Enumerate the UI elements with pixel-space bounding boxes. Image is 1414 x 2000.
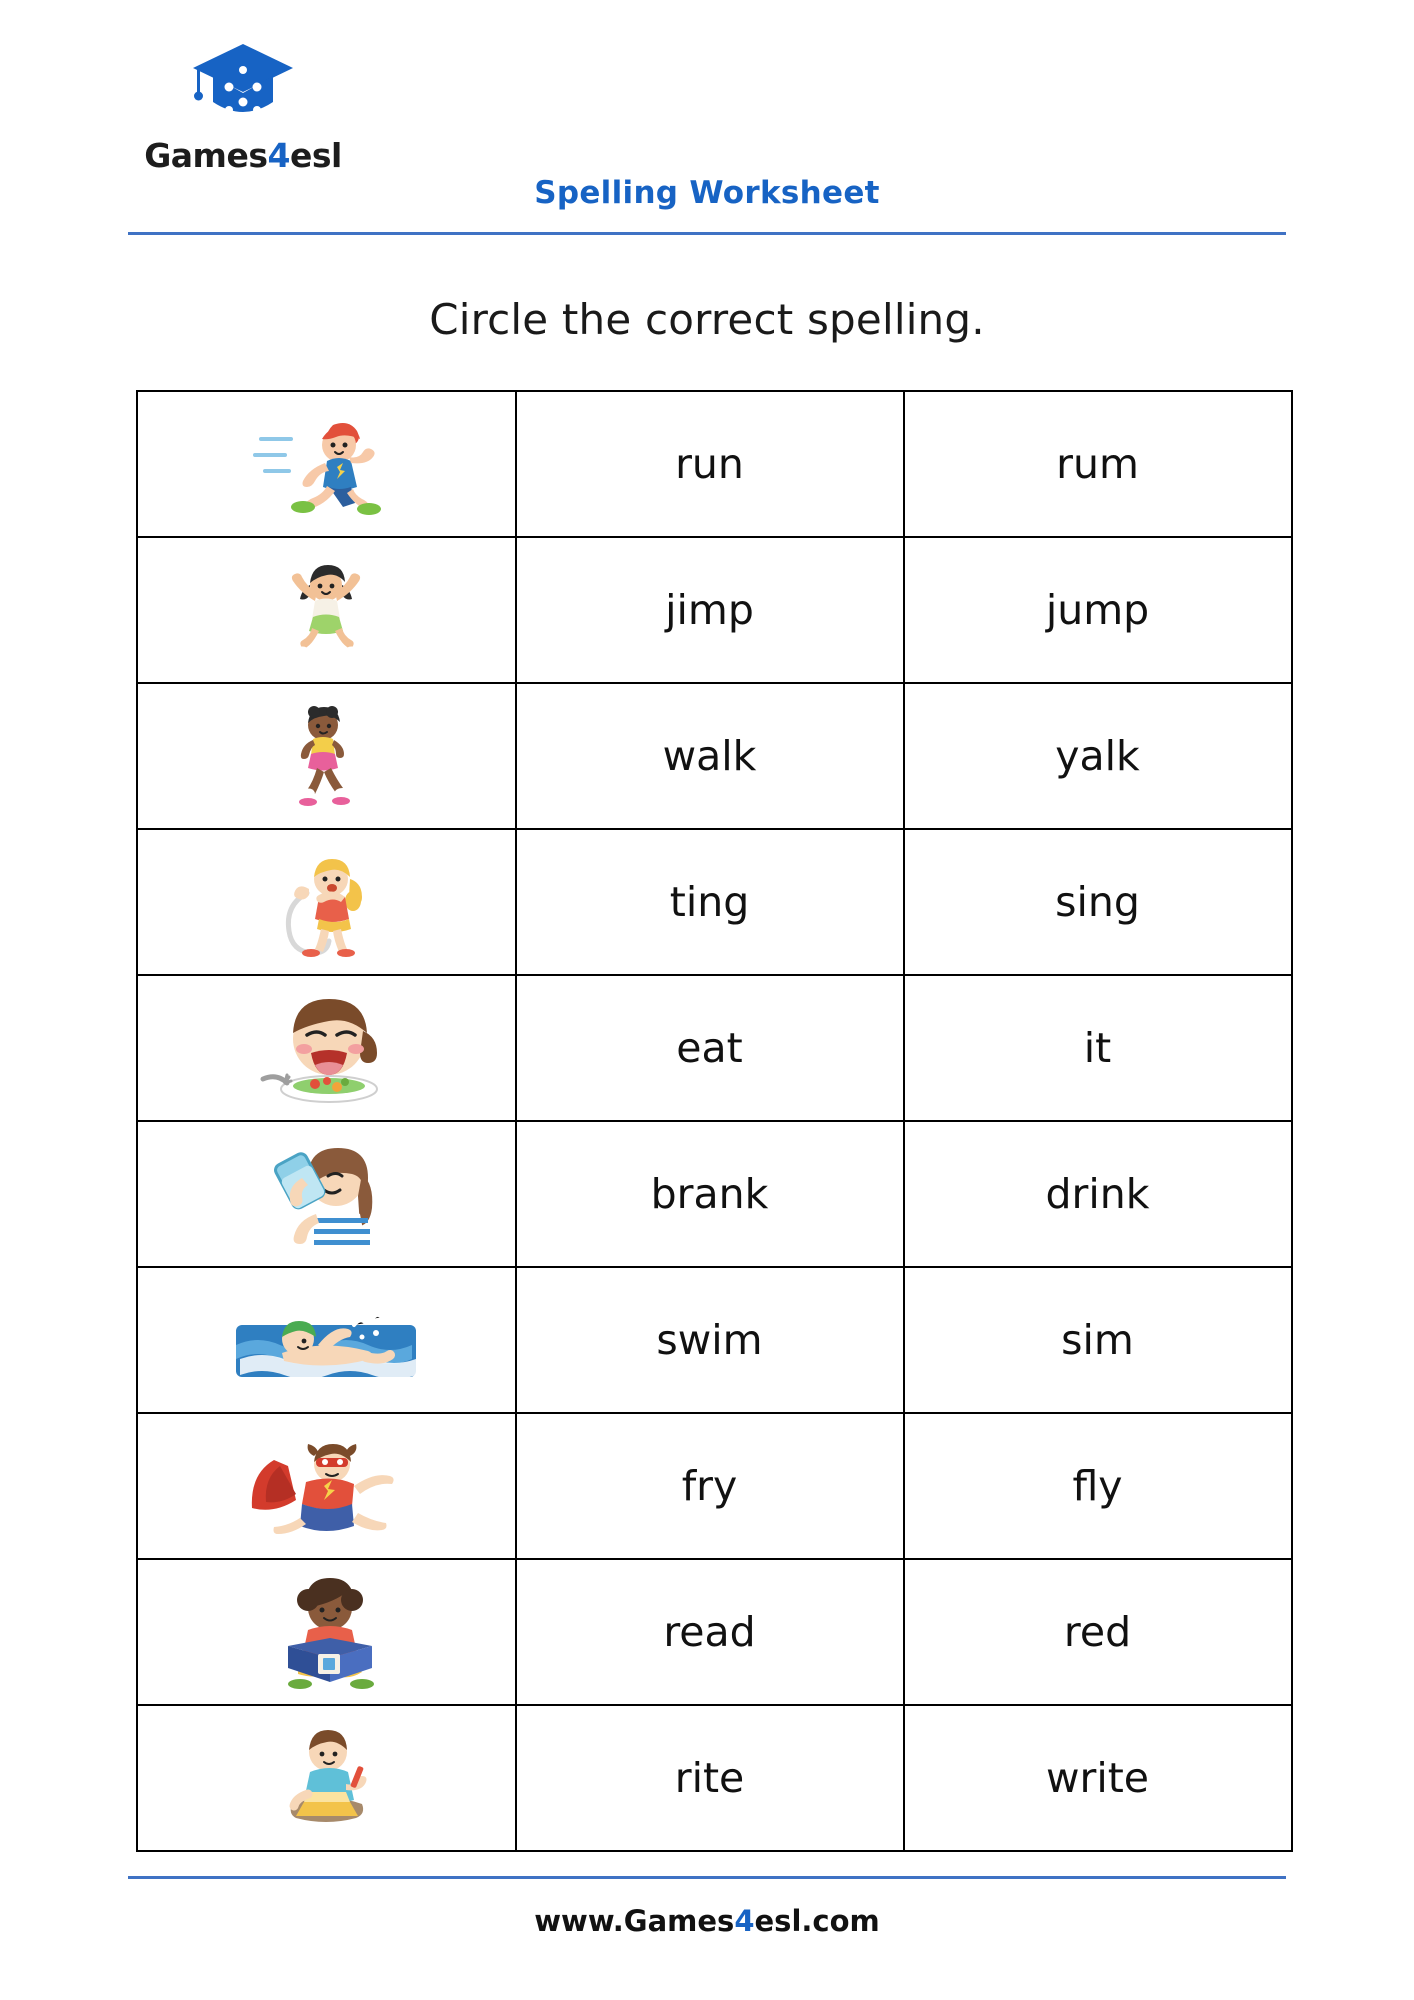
girl-singing-icon bbox=[139, 831, 514, 973]
footer-url-part1: www.Games bbox=[534, 1904, 735, 1938]
picture-cell bbox=[137, 1267, 516, 1413]
option-b-cell[interactable]: yalk bbox=[904, 683, 1292, 829]
option-a-cell[interactable]: read bbox=[516, 1559, 904, 1705]
footer-url-part2: esl.com bbox=[754, 1904, 880, 1938]
option-a-cell[interactable]: jimp bbox=[516, 537, 904, 683]
option-b-cell[interactable]: fly bbox=[904, 1413, 1292, 1559]
table-row bbox=[137, 829, 1292, 975]
table-row bbox=[137, 975, 1292, 1121]
worksheet-table-container bbox=[136, 390, 1279, 1852]
picture-cell bbox=[137, 537, 516, 683]
brand-logo bbox=[128, 40, 358, 175]
picture-cell bbox=[137, 683, 516, 829]
picture-cell bbox=[137, 1413, 516, 1559]
boy-writing-icon bbox=[139, 1707, 514, 1849]
girl-jumping-icon bbox=[139, 539, 514, 681]
graduation-cap-icon bbox=[128, 40, 358, 130]
worksheet-table bbox=[136, 390, 1293, 1852]
boy-swimming-icon bbox=[139, 1269, 514, 1411]
table-row bbox=[137, 683, 1292, 829]
option-a-cell[interactable]: rite bbox=[516, 1705, 904, 1851]
option-a-cell[interactable]: walk bbox=[516, 683, 904, 829]
girl-walking-icon bbox=[139, 685, 514, 827]
picture-cell bbox=[137, 975, 516, 1121]
option-a-cell[interactable]: ting bbox=[516, 829, 904, 975]
table-row bbox=[137, 1559, 1292, 1705]
option-b-cell[interactable]: rum bbox=[904, 391, 1292, 537]
option-a-cell[interactable]: fry bbox=[516, 1413, 904, 1559]
child-running-icon bbox=[139, 393, 514, 535]
option-a-cell[interactable]: eat bbox=[516, 975, 904, 1121]
table-row bbox=[137, 1267, 1292, 1413]
picture-cell bbox=[137, 1559, 516, 1705]
page-title: Spelling Worksheet bbox=[534, 175, 880, 211]
table-row bbox=[137, 1705, 1292, 1851]
option-b-cell[interactable]: it bbox=[904, 975, 1292, 1121]
instruction-text: Circle the correct spelling. bbox=[429, 295, 985, 344]
option-b-cell[interactable]: drink bbox=[904, 1121, 1292, 1267]
table-row bbox=[137, 391, 1292, 537]
header-divider bbox=[128, 232, 1286, 235]
brand-name-accent: 4 bbox=[267, 136, 290, 175]
option-a-cell[interactable]: swim bbox=[516, 1267, 904, 1413]
option-a-cell[interactable]: run bbox=[516, 391, 904, 537]
footer-url bbox=[0, 1904, 1414, 1938]
girl-drinking-icon bbox=[139, 1123, 514, 1265]
option-a-cell[interactable]: brank bbox=[516, 1121, 904, 1267]
brand-name bbox=[128, 136, 358, 175]
brand-name-part2: esl bbox=[289, 136, 342, 175]
picture-cell bbox=[137, 829, 516, 975]
option-b-cell[interactable]: red bbox=[904, 1559, 1292, 1705]
picture-cell bbox=[137, 1121, 516, 1267]
option-b-cell[interactable]: sim bbox=[904, 1267, 1292, 1413]
footer-divider bbox=[128, 1876, 1286, 1879]
option-b-cell[interactable]: jump bbox=[904, 537, 1292, 683]
boy-eating-icon bbox=[139, 977, 514, 1119]
option-b-cell[interactable]: write bbox=[904, 1705, 1292, 1851]
kid-flying-icon bbox=[139, 1415, 514, 1557]
picture-cell bbox=[137, 391, 516, 537]
picture-cell bbox=[137, 1705, 516, 1851]
table-row bbox=[137, 1413, 1292, 1559]
table-row bbox=[137, 1121, 1292, 1267]
girl-reading-icon bbox=[139, 1561, 514, 1703]
option-b-cell[interactable]: sing bbox=[904, 829, 1292, 975]
footer-url-accent: 4 bbox=[734, 1904, 755, 1938]
brand-name-part1: Games bbox=[144, 136, 268, 175]
table-row bbox=[137, 537, 1292, 683]
page-header bbox=[0, 0, 1414, 235]
